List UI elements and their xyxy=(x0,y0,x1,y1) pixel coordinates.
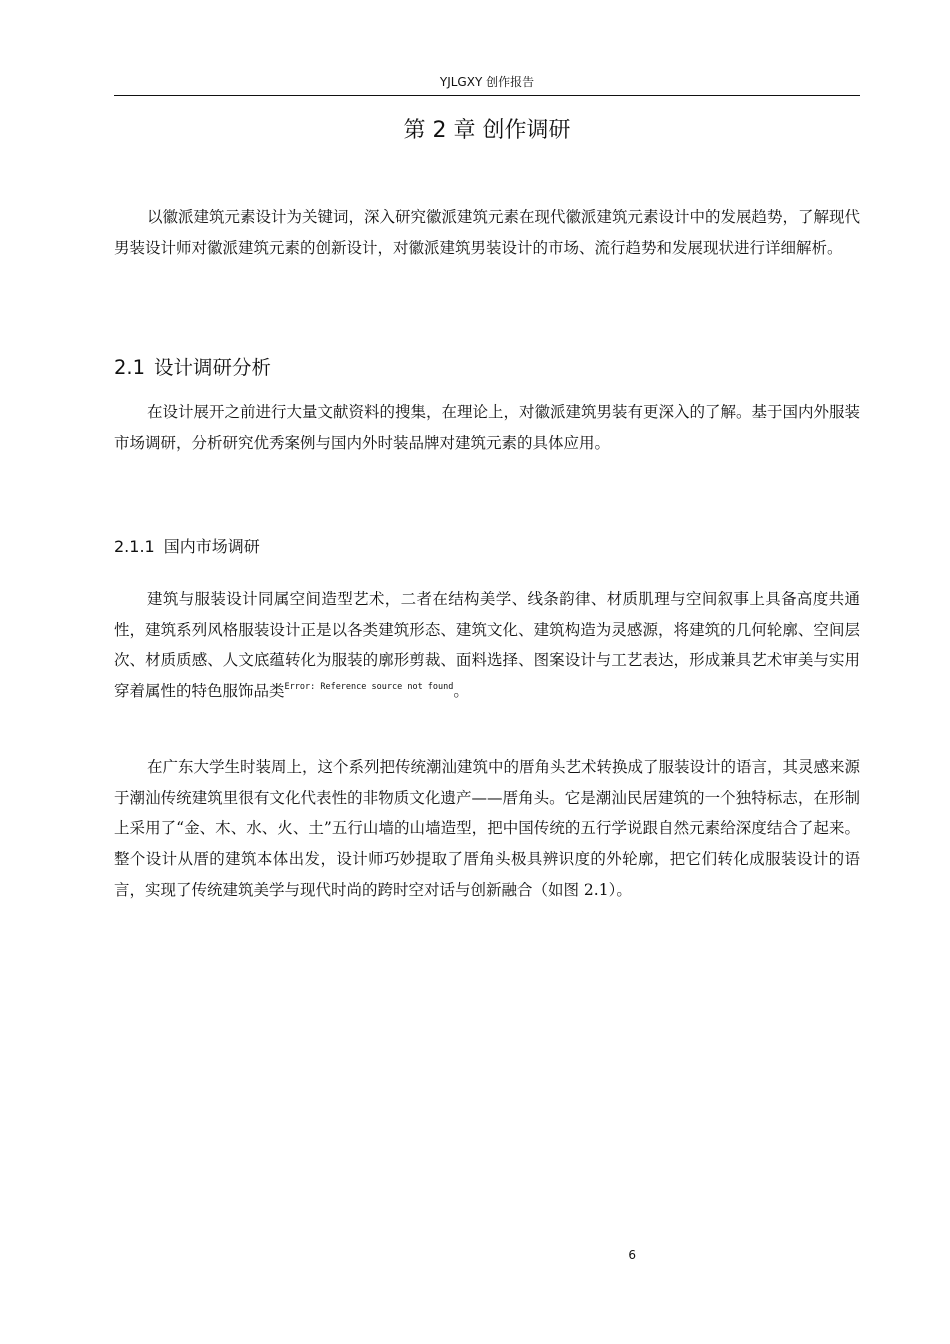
section-number: 2.1 xyxy=(114,356,146,379)
page-header: YJLGXY 创作报告 xyxy=(439,75,535,89)
header-divider xyxy=(114,95,860,96)
reference-error-note: Error: Reference source not found xyxy=(284,682,454,693)
section-2-1-paragraph: 在设计展开之前进行大量文献资料的搜集，在理论上，对徽派建筑男装有更深入的了解。基于国内外服装市场调研，分析研究优秀案例与国内外时装品牌对建筑元素的具体应用。 xyxy=(114,403,861,452)
section-title: 设计调研分析 xyxy=(154,356,272,379)
subsection-number: 2.1.1 xyxy=(114,537,155,556)
paragraph-text: 建筑与服装设计同属空间造型艺术，二者在结构美学、线条韵律、材质肌理与空间叙事上具备高度共通性，建筑系列风格服装设计正是以各类建筑形态、建筑文化、建筑构造为灵感源，将建筑的几何轮廓、空间层次、材质质感、人文底蕴转化为服装的廓形剪裁、面料选择、图案设计与工艺表达，形成兼具艺术审美与实用穿着属性的特色服饰品类 xyxy=(114,590,860,701)
section-2-1-1-paragraph-1 xyxy=(114,584,860,707)
subsection-title: 国内市场调研 xyxy=(163,537,260,556)
section-2-1-1-paragraph-2: 在广东大学生时装周上，这个系列把传统潮汕建筑中的厝角头艺术转换成了服装设计的语言，其灵感来源于潮汕传统建筑里很有文化代表性的非物质文化遗产——厝角头。它是潮汕民居建筑的一个独特标志，在形制上采用了“金、木、水、火、土”五行山墙的山墙造型，把中国传统的五行学说跟自然元素给深度结合了起来。整个设计从厝的建筑本体出发，设计师巧妙提取了厝角头极具辨识度的外轮廓，把它们转化成服装设计的语言，实现了传统建筑美学与现代时尚的跨时空对话与创新融合（如图 2.1）。 xyxy=(114,758,861,899)
chapter-title: 第 2 章 创作调研 xyxy=(403,118,571,143)
page-number: 6 xyxy=(628,1248,636,1262)
intro-paragraph: 以徽派建筑元素设计为关键词，深入研究徽派建筑元素在现代徽派建筑元素设计中的发展趋势，了解现代男装设计师对徽派建筑元素的创新设计，对徽派建筑男装设计的市场、流行趋势和发展现状进行详细解析。 xyxy=(114,208,861,257)
section-heading-2-1 xyxy=(114,354,271,382)
section-heading-2-1-1 xyxy=(114,535,260,559)
paragraph-end-punct: 。 xyxy=(453,682,469,701)
